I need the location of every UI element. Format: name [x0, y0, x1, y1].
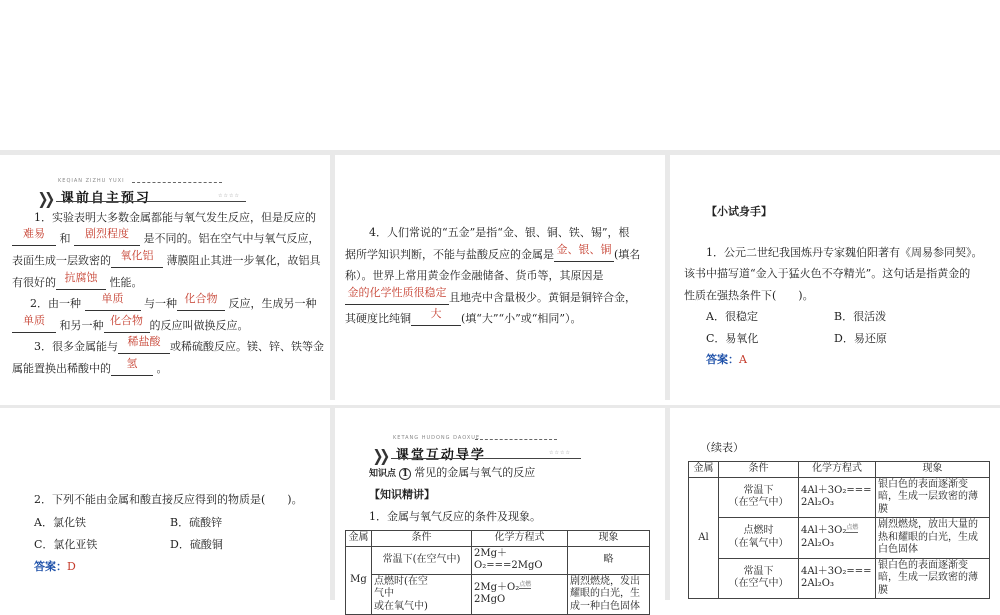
answer-blank: 金的化学性质很稳定 [345, 291, 449, 305]
metal-cell: Mg [346, 546, 372, 615]
question-line: 表面生成一层致密的 氧化铝 薄膜阻止其进一步氧化，故铝具 [12, 249, 321, 267]
answer-blank: 稀盐酸 [118, 340, 170, 354]
question-line: 2．由一种 单质 与一种 化合物 反应，生成另一种 [30, 292, 317, 310]
slide-preview-prestudy[interactable] [0, 155, 330, 400]
metal-cell: Al [689, 477, 719, 599]
option-d: D．硫酸铜 [170, 538, 223, 551]
answer-label: 答案： [706, 353, 739, 366]
section-pinyin: KETANG HUDONG DAOXUE [393, 435, 481, 441]
table-row: 点燃时 （在氧气中） 4Al＋3O₂点燃 2Al₂O₃ 剧烈燃烧，放出大量的热和耀眼的白光，生成白色固体 [689, 518, 990, 559]
question-line: 单质 和另一种 化合物 的反应叫做换反应。 [12, 315, 249, 336]
star-rating-icon: ☆☆☆☆ [549, 450, 571, 456]
answer-line [706, 349, 747, 370]
table-row: Mg 常温下(在空气中) 2Mg＋O₂===2MgO 略 [346, 546, 650, 574]
question-line: 该书中描写道“金入于猛火色不夺精光”。这句话是指黄金的 [684, 267, 971, 280]
slide-preview-five-metals[interactable] [335, 155, 665, 400]
option-b: B．很活泼 [834, 310, 887, 323]
option-a: A．很稳定 [706, 310, 758, 323]
section-title: 课前自主预习 [60, 190, 151, 206]
metal-oxygen-table [345, 530, 650, 615]
table-row: 常温下 （在空气中） 4Al＋3O₂=== 2Al₂O₃ 银白色的表面逐渐变暗，生成一层致密的薄膜 [689, 558, 990, 599]
question-line: 4．人们常说的“五金”是指“金、银、铜、铁、锡”，根 [369, 226, 630, 239]
table-header-row: 金属 条件 化学方程式 现象 [689, 462, 990, 478]
question-line: 称）。世界上常用黄金作金融储备、货币等，其原因是 [345, 269, 604, 282]
aluminum-oxygen-table [688, 461, 990, 599]
question-line: 2．下列不能由金属和酸直接反应得到的物质是( )。 [34, 493, 303, 506]
double-chevron-icon: ❯❯ [372, 446, 387, 465]
answer-blank: 抗腐蚀 [56, 276, 106, 290]
question-line: 其硬度比纯铜 大 (填“大”“小”或“相同”）。 [345, 307, 582, 325]
question-line: 性质在强热条件下( )。 [684, 289, 814, 302]
answer-blank: 单质 [12, 319, 56, 333]
option-d: D．易还原 [834, 332, 887, 345]
answer-blank: 化合物 [177, 297, 225, 311]
answer-blank: 单质 [85, 297, 141, 311]
slide-preview-quick-try[interactable] [670, 155, 1000, 400]
continued-label: （续表） [700, 441, 744, 454]
knowledge-point: 知识点 1 常见的金属与氧气的反应 [369, 466, 536, 479]
star-rating-icon: ☆☆☆☆ [218, 193, 240, 199]
table-row: Al 常温下 （在空气中） 4Al＋3O₂=== 2Al₂O₃ 银白色的表面逐渐变暗，生成一层致密的薄膜 [689, 477, 990, 518]
option-a: A．氯化铁 [34, 516, 86, 529]
section-title: 课堂互动导学 [395, 447, 486, 463]
section-pinyin: KEQIAN ZIZHU YUXI [58, 178, 125, 184]
answer-value: A [739, 353, 747, 366]
question-line: 1．金属与氧气反应的条件及现象。 [369, 510, 541, 523]
answer-label: 答案： [34, 560, 67, 573]
option-c: C．氯化亚铁 [34, 538, 98, 551]
question-line: 1．实验表明大多数金属都能与氧气发生反应，但是反应的 [34, 211, 316, 224]
answer-blank: 剧烈程度 [74, 232, 140, 246]
answer-blank: 难易 [12, 232, 56, 246]
answer-value: D [67, 560, 76, 573]
question-line: 属能置换出稀酸中的 氢 。 [12, 357, 168, 375]
question-line: 金的化学性质很稳定 且地壳中含量极少。黄铜是铜锌合金， [345, 287, 636, 308]
answer-blank: 大 [411, 312, 461, 326]
question-line: 1．公元二世纪我国炼丹专家魏伯阳著有《周易参同契》。 [706, 246, 983, 259]
answer-blank: 氢 [111, 362, 153, 376]
double-chevron-icon: ❯❯ [37, 189, 52, 208]
slide-preview-classroom[interactable] [335, 408, 665, 612]
answer-line [34, 556, 76, 577]
question-line: 难易 和 剧烈程度 是不同的。铝在空气中与氧气反应， [12, 228, 320, 249]
answer-blank: 氧化铝 [111, 254, 163, 268]
table-header-row: 金属 条件 化学方程式 现象 [346, 531, 650, 547]
answer-blank: 金、银、铜 [554, 248, 614, 262]
section-tag: 【小试身手】 [706, 205, 772, 218]
section-tag: 【知识精讲】 [369, 488, 435, 501]
option-c: C．易氧化 [706, 332, 759, 345]
option-b: B．硫酸锌 [170, 516, 223, 529]
question-line: 据所学知识判断，不能与盐酸反应的金属是 金、银、铜 (填名 [345, 243, 641, 261]
slide-preview-table-continued[interactable] [670, 408, 1000, 600]
question-line: 有很好的 抗腐蚀 性能。 [12, 271, 143, 289]
question-line: 3．很多金属能与 稀盐酸 或稀硫酸反应。镁、锌、铁等金 [34, 335, 324, 353]
header-dashed-line [475, 439, 557, 440]
answer-blank: 化合物 [104, 319, 150, 333]
slide-preview-question2[interactable] [0, 408, 330, 600]
table-row: 点燃时(在空 气中 或在氧气中) 2Mg＋O₂点燃 2MgO 剧烈燃烧，发出 耀眼的白光，生 成一种白色固体 [346, 574, 650, 615]
